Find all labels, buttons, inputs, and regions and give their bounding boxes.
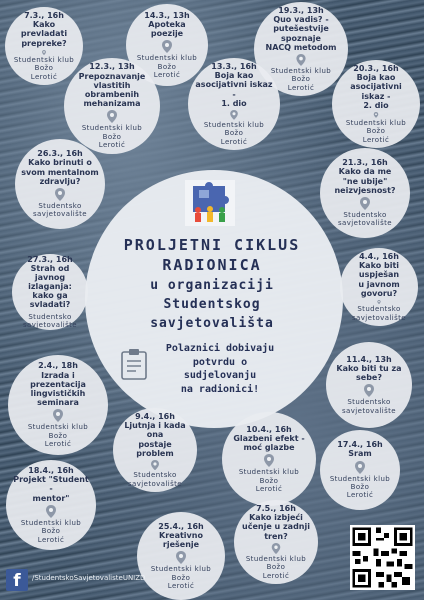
workshop-location: Božo (102, 132, 122, 141)
workshop-title: Projekt "Student - (13, 475, 89, 494)
workshop-title: Prepoznavanje (78, 71, 146, 81)
workshop-location: Božo (224, 129, 244, 138)
workshop-title: Boja kao (356, 73, 396, 83)
workshop-location: Božo (41, 527, 61, 536)
workshop-location: Lerotić (287, 83, 315, 92)
workshop-bubble (340, 248, 418, 326)
workshop-location: Studentski klub (245, 554, 307, 563)
workshop-title: rješenje (162, 540, 200, 549)
workshop-date: 18.4., 16h (28, 466, 74, 476)
workshop-location: Božo (266, 563, 286, 572)
workshop-bubble (15, 139, 105, 229)
workshop-bubble (64, 58, 160, 154)
workshop-title: svladati? (29, 300, 71, 310)
workshop-title: Apoteka poezije (148, 19, 186, 38)
notice-line: na radionici! (180, 383, 260, 395)
workshop-date: 7.3., 16h (24, 11, 64, 20)
facebook-handle[interactable]: /StudentskoSavjetovalisteUNIZD (32, 574, 146, 582)
workshop-date: 20.3., 16h (353, 64, 399, 73)
workshop-location: savjetovalište (33, 210, 87, 219)
workshop-title: lingvističkih (30, 389, 86, 398)
map-pin-icon (39, 50, 49, 55)
qr-code-icon[interactable] (350, 525, 415, 590)
clipboard-icon (120, 348, 148, 380)
workshop-date: 11.4., 13h (346, 354, 392, 364)
workshop-location: Studentski klub (238, 468, 300, 477)
workshop-title: Kako biti uspješan (358, 261, 400, 280)
workshop-location: Božo (291, 75, 311, 84)
certificate-notice (160, 342, 280, 396)
workshop-title: Strah od javnog (30, 263, 70, 282)
map-pin-icon (176, 551, 186, 564)
map-pin-icon (374, 300, 384, 304)
workshop-date: 7.5., 16h (256, 504, 296, 513)
workshop-location: Božo (157, 62, 177, 71)
map-pin-icon (162, 40, 172, 53)
facebook-icon[interactable]: f (6, 569, 28, 591)
workshop-title: 1. dio (221, 98, 247, 108)
map-pin-icon (264, 454, 274, 467)
workshop-title: zdravlju? (39, 176, 81, 186)
workshop-title: učenje u zadnji (242, 522, 310, 532)
workshop-date: 13.3., 16h (211, 62, 257, 71)
workshop-title: Boja kao (214, 71, 254, 81)
workshop-location: Studentski klub (203, 120, 265, 129)
workshop-title: Izrada i prezentacija (30, 370, 86, 389)
workshop-title: Glazbeni efekt - (233, 433, 305, 443)
workshop-location: Lerotić (220, 137, 248, 146)
workshop-location: Lerotić (44, 440, 72, 449)
workshop-title: Kreativno (159, 530, 203, 540)
workshop-bubble (8, 355, 108, 455)
workshop-title: Kako da me (338, 167, 392, 177)
workshop-date: 17.4., 16h (337, 440, 383, 450)
heading-line-1: PROLJETNI CIKLUS (123, 236, 301, 254)
workshop-date: 9.4., 16h (135, 412, 175, 421)
workshop-location: Studentski klub (136, 54, 198, 63)
heading-line-2: RADIONICA (162, 256, 262, 274)
workshop-date: 4.4., 16h (359, 252, 399, 261)
workshop-date: 25.4., 16h (158, 521, 204, 531)
workshop-title: mentor" (32, 493, 70, 503)
workshop-bubble (5, 7, 83, 85)
workshop-title: Kako brinuti o (28, 158, 92, 168)
workshop-location: Studentski klub (150, 565, 212, 574)
workshop-location: Studentski klub (345, 118, 407, 127)
workshop-title: asocijativni iskaz - (350, 82, 402, 101)
workshop-location: Lerotić (255, 484, 283, 493)
workshop-bubble (332, 60, 420, 148)
workshop-date: 21.3., 16h (342, 158, 388, 168)
map-pin-icon (46, 505, 56, 518)
workshop-title: prepreke? (21, 38, 67, 48)
workshop-title: "ne ubije" (342, 176, 388, 186)
heading-line-3: u organizaciji (150, 278, 274, 293)
workshop-title: neizvjesnost? (334, 185, 396, 195)
workshop-location: Lerotić (153, 70, 181, 79)
workshop-title: sebe? (356, 373, 382, 383)
workshop-location: Studentski klub (27, 423, 89, 432)
workshop-title: tren? (264, 531, 288, 541)
map-pin-icon (107, 110, 117, 123)
notice-line: Polaznici dobivaju (165, 343, 275, 354)
notice-line: sudjelovanju (183, 370, 257, 381)
workshop-title: Quo vadis? - (273, 15, 329, 25)
workshop-title: putešestvije spoznaje (273, 24, 329, 43)
workshop-bubble (320, 148, 410, 238)
map-pin-icon (371, 112, 381, 118)
workshop-title: Sram (348, 449, 372, 459)
workshop-date: 27.3., 16h (27, 254, 73, 264)
workshop-location: Studentsko (133, 471, 177, 480)
workshop-title: asocijativni iskaz - (195, 80, 273, 99)
workshop-title: u javnom govoru? (358, 279, 400, 298)
heading-line-5: savjetovališta (150, 316, 274, 331)
map-pin-icon (355, 461, 365, 474)
workshop-title: mehanizama (83, 99, 141, 109)
workshop-bubble (222, 412, 316, 506)
workshop-date: 10.4., 16h (246, 424, 292, 434)
workshop-date: 2.4., 18h (38, 361, 78, 371)
workshop-title: izlaganja: kako ga (28, 282, 72, 301)
workshop-title: moć glazbe (243, 443, 295, 452)
workshop-bubble (234, 500, 318, 584)
workshop-location: savjetovalište (23, 321, 77, 330)
workshop-location: Studentski klub (270, 66, 332, 75)
map-pin-icon (229, 110, 239, 120)
map-pin-icon (360, 197, 370, 210)
notice-line: potvrdu o (192, 356, 248, 368)
workshop-title: postaje problem (136, 439, 174, 458)
workshop-location: Božo (34, 64, 54, 73)
workshop-date: 19.3., 13h (278, 6, 324, 15)
map-pin-icon (150, 460, 160, 470)
workshop-bubble (188, 58, 280, 150)
workshop-location: Lerotić (362, 135, 390, 144)
workshop-title: Kako biti tu za (336, 364, 402, 374)
workshop-location: Studentsko (357, 305, 401, 314)
workshop-location: Studentsko (28, 312, 72, 321)
workshop-location: savjetovalište (342, 406, 396, 415)
workshop-location: Božo (171, 573, 191, 582)
workshop-title: NACQ metodom (265, 42, 337, 52)
map-pin-icon (364, 384, 374, 397)
map-pin-icon (296, 54, 306, 66)
workshop-bubble (113, 408, 197, 492)
workshop-bubble (12, 254, 88, 330)
workshop-location: Studentsko (347, 398, 391, 407)
workshop-location: Studentsko (38, 201, 82, 210)
workshop-date: 26.3., 16h (37, 149, 83, 159)
workshop-title: svom mentalnom (21, 167, 99, 177)
workshop-location: Lerotić (346, 491, 374, 500)
workshop-date: 14.3., 13h (144, 10, 190, 20)
workshop-location: savjetovalište (352, 313, 406, 322)
workshop-location: Božo (366, 127, 386, 136)
workshop-location: Studentski klub (13, 55, 75, 64)
workshop-location: Lerotić (98, 141, 126, 150)
puzzle-logo-icon (185, 180, 235, 226)
workshop-location: Studentsko (343, 210, 387, 219)
workshop-location: Studentski klub (81, 124, 143, 133)
workshop-title: Ljutnja i kada ona (124, 421, 186, 440)
workshop-location: Lerotić (30, 72, 58, 81)
map-pin-icon (271, 543, 281, 554)
workshop-bubble (326, 342, 412, 428)
workshop-title: 2. dio (363, 100, 389, 110)
workshop-location: Lerotić (262, 571, 290, 580)
workshop-location: Božo (48, 431, 68, 440)
map-pin-icon (53, 409, 63, 422)
workshop-title: vlastitih obrambenih (84, 80, 140, 99)
workshop-bubble (6, 460, 96, 550)
workshop-location: savjetovalište (128, 479, 182, 488)
workshop-date: 12.3., 13h (89, 62, 135, 72)
workshop-location: Studentski klub (20, 518, 82, 527)
workshop-title: Kako izbjeći (249, 513, 303, 523)
workshop-location: savjetovalište (338, 219, 392, 228)
workshop-bubble (137, 512, 225, 600)
workshop-location: Božo (350, 482, 370, 491)
workshop-title: Kako prevladati (20, 20, 68, 39)
workshop-location: Lerotić (37, 535, 65, 544)
workshop-location: Božo (259, 476, 279, 485)
workshop-location: Studentski klub (329, 474, 391, 483)
workshop-title: seminara (37, 398, 79, 408)
heading-line-4: Studentskog (163, 297, 261, 312)
map-pin-icon (55, 188, 65, 201)
workshop-bubble (320, 430, 400, 510)
workshop-location: Lerotić (167, 581, 195, 590)
